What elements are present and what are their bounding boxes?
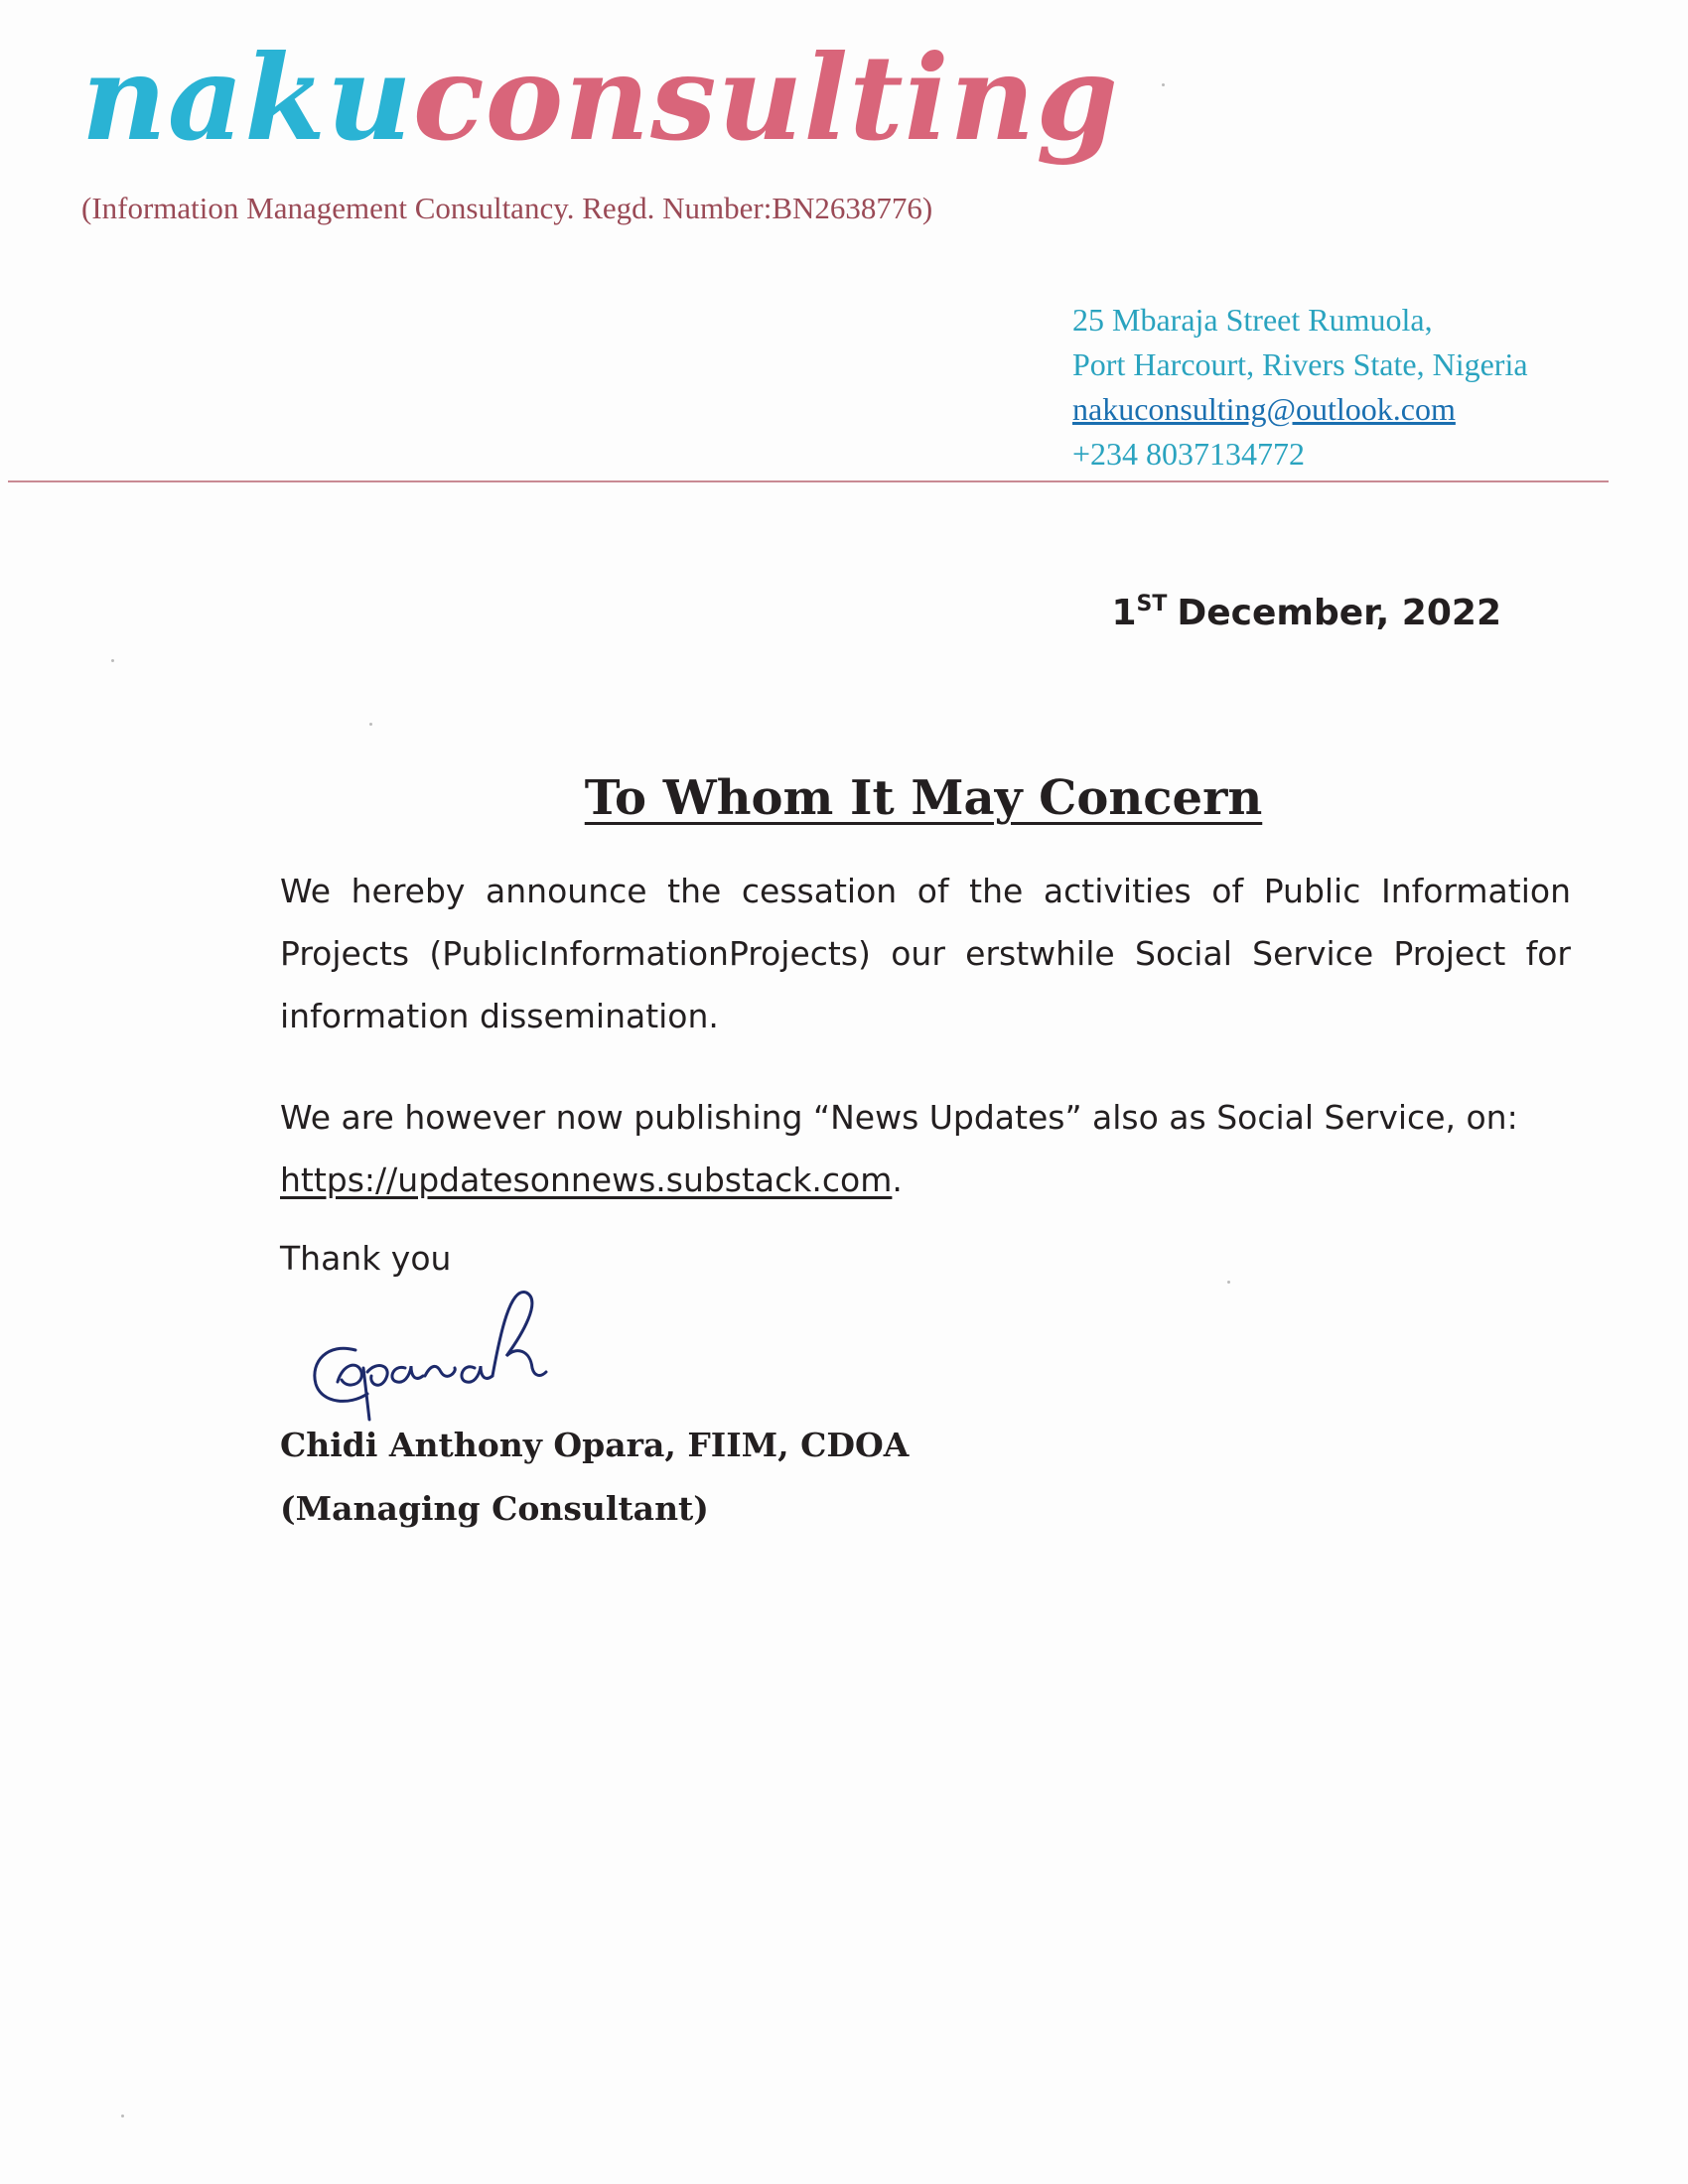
body-paragraph-2: [280, 1086, 1571, 1211]
email-link[interactable]: nakuconsulting@outlook.com: [1072, 391, 1456, 427]
handwritten-signature: [298, 1273, 635, 1422]
letter-title: To Whom It May Concern: [584, 770, 1263, 826]
scan-speck: [369, 723, 372, 726]
company-tagline: (Information Management Consultancy. Regd. Number:BN2638776): [81, 191, 933, 225]
signatory-name: Chidi Anthony Opara, FIIM, CDOA: [280, 1426, 910, 1464]
phone-number: +234 8037134772: [1072, 436, 1306, 472]
paragraph-2-period: .: [892, 1160, 903, 1199]
scan-speck: [1162, 83, 1165, 86]
closing-thank-you: Thank you: [280, 1239, 452, 1278]
scan-speck: [1227, 1281, 1230, 1284]
substack-link[interactable]: https://updatesonnews.substack.com: [280, 1160, 893, 1199]
paragraph-2-text: We are however now publishing “News Updates” also as Social Service, on:: [280, 1098, 1518, 1137]
logo-part-consulting: consulting: [412, 29, 1119, 167]
scan-speck: [111, 659, 114, 662]
scan-speck: [121, 2115, 124, 2117]
letterhead-divider: [8, 480, 1609, 482]
date-suffix: ST: [1136, 592, 1168, 616]
address-city: Port Harcourt, Rivers State, Nigeria: [1072, 346, 1528, 382]
date-day: 1: [1111, 593, 1137, 633]
signatory-role: (Managing Consultant): [280, 1489, 709, 1528]
body-paragraph-1: We hereby announce the cessation of the activities of Public Information Projects (PublicInformationProjects) our erstwhile Social Service Project for information dissemination.: [280, 872, 1571, 1035]
logo-part-naku: naku: [81, 29, 413, 167]
company-address-block: [1072, 298, 1528, 477]
company-logo: [81, 29, 1119, 167]
date-month-year: December, 2022: [1177, 593, 1501, 633]
letter-date: [1111, 592, 1501, 633]
address-street: 25 Mbaraja Street Rumuola,: [1072, 302, 1433, 338]
